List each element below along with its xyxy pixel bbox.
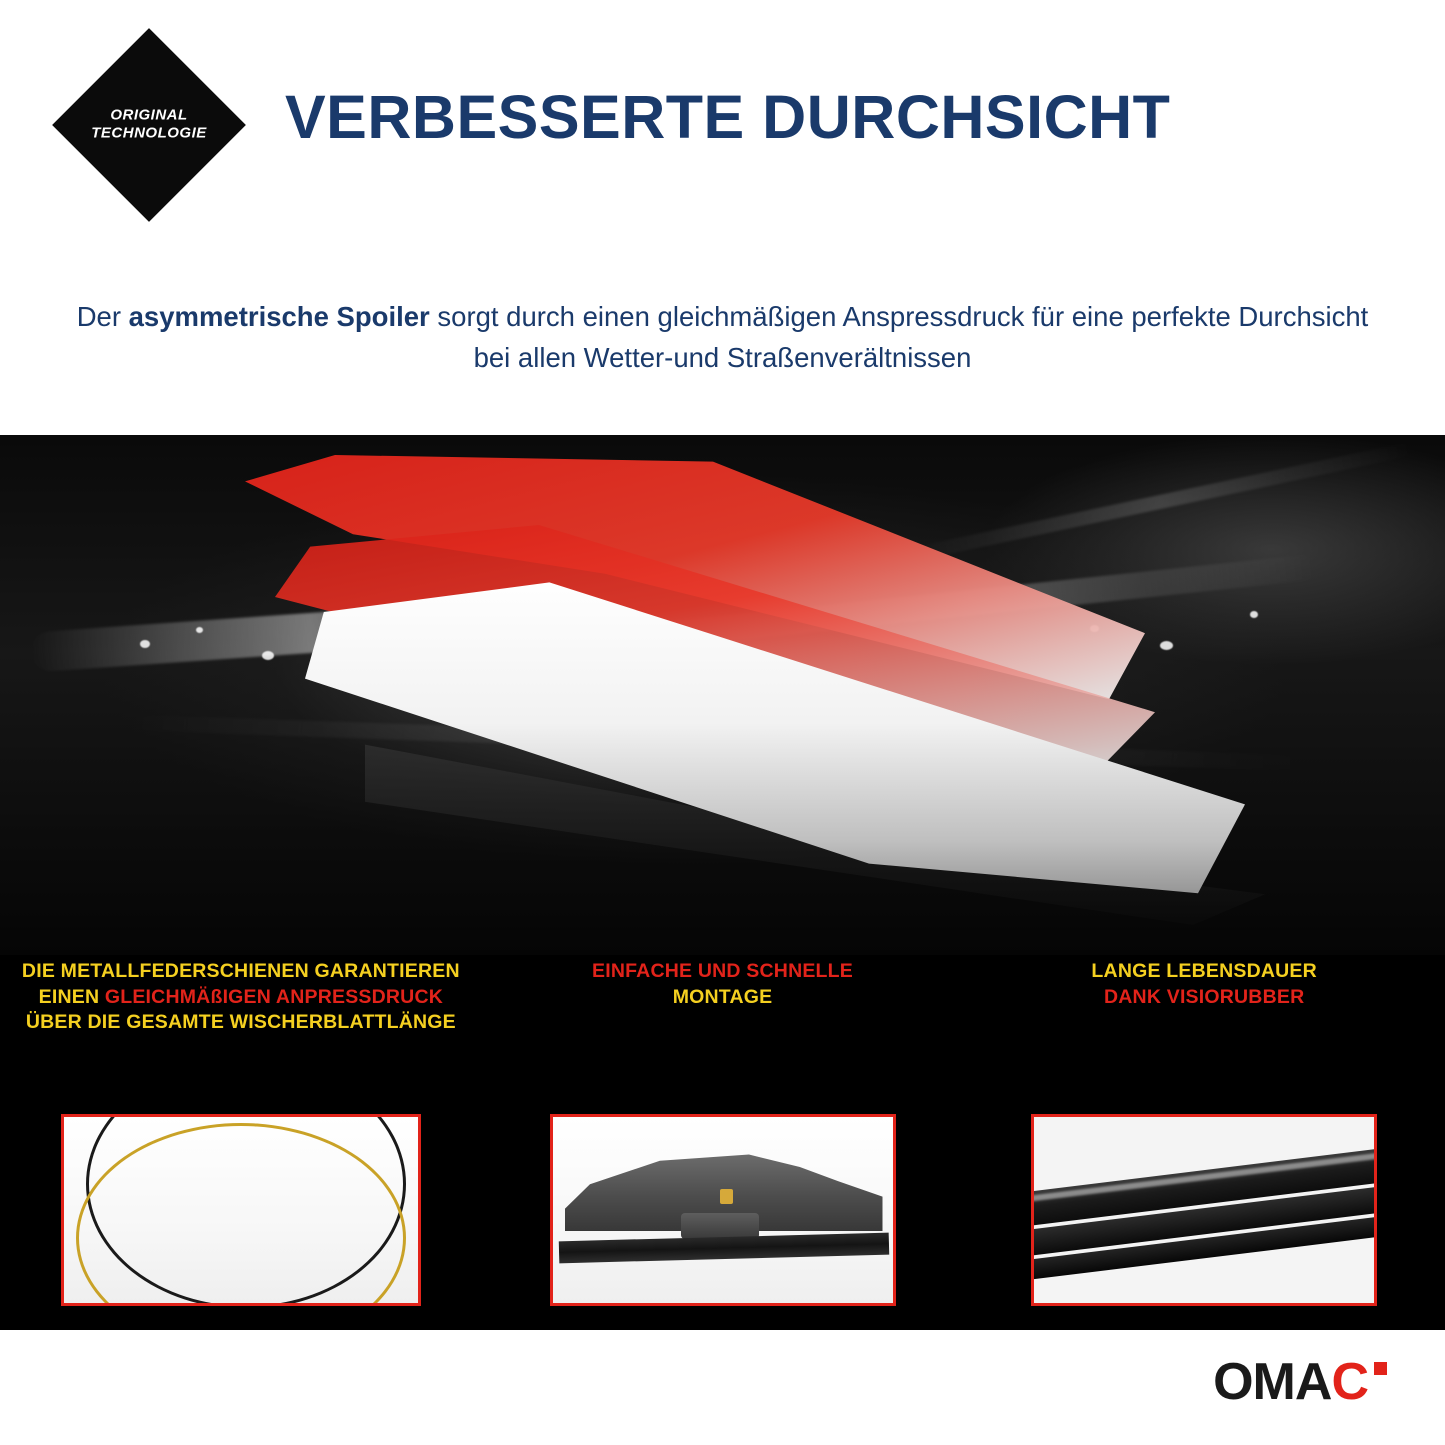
feature-thumbnail-wiper-mount — [550, 1114, 896, 1306]
spoiler-blade-graphic — [245, 455, 1265, 955]
feature-line-1: LANGE LEBENSDAUER — [1091, 960, 1317, 982]
subtitle-part-1: Der — [76, 301, 129, 332]
subtitle-bold: asymmetrische Spoiler — [128, 301, 430, 332]
feature-line-2a: EINEN — [38, 985, 105, 1008]
water-droplet — [140, 640, 150, 648]
feature-easy-mount — [482, 945, 964, 1330]
header — [0, 0, 1445, 250]
feature-line-2b: GLEICHMÄßIGEN ANPRESSDRUCK — [104, 985, 444, 1008]
mount-screw — [720, 1189, 733, 1204]
feature-line-1: DIE METALLFEDERSCHIENEN GARANTIEREN — [21, 960, 460, 982]
page-title: VERBESSERTE DURCHSICHT — [285, 83, 1171, 151]
mount-clip — [681, 1213, 759, 1239]
feature-thumbnail-metal-rails — [61, 1114, 421, 1306]
omac-logo — [1213, 1353, 1387, 1411]
badge-line-1: ORIGINAL — [110, 106, 188, 124]
badge-line-2: TECHNOLOGIE — [91, 125, 207, 142]
feature-line-1: EINFACHE UND SCHNELLE — [592, 960, 853, 982]
original-technologie-badge — [52, 28, 246, 222]
feature-caption — [14, 959, 468, 1036]
water-droplet — [196, 627, 203, 633]
badge-text — [52, 107, 246, 144]
feature-caption — [496, 959, 950, 1010]
feature-line-2: MONTAGE — [672, 985, 773, 1008]
footer — [0, 1330, 1445, 1445]
feature-line-3: ÜBER DIE GESAMTE WISCHERBLATTLÄNGE — [25, 1011, 456, 1034]
features-row — [0, 945, 1445, 1330]
feature-metal-rails — [0, 945, 482, 1330]
subtitle-part-2: sorgt durch einen gleichmäßigen Anspressdruck für eine perfekte Durchsicht bei allen Wetter-und Straßenverältnissen — [429, 301, 1369, 374]
logo-a: A — [1294, 1353, 1332, 1411]
logo-square-icon — [1374, 1362, 1387, 1375]
feature-line-2: DANK VISIORUBBER — [1103, 985, 1305, 1008]
feature-thumbnail-rubber-profile — [1031, 1114, 1377, 1306]
logo-text — [1213, 1353, 1368, 1411]
hero-section — [0, 435, 1445, 1330]
subtitle — [0, 296, 1445, 379]
logo-om: OM — [1213, 1353, 1295, 1411]
logo-c: C — [1331, 1353, 1368, 1411]
feature-caption — [977, 959, 1431, 1010]
feature-long-life — [963, 945, 1445, 1330]
